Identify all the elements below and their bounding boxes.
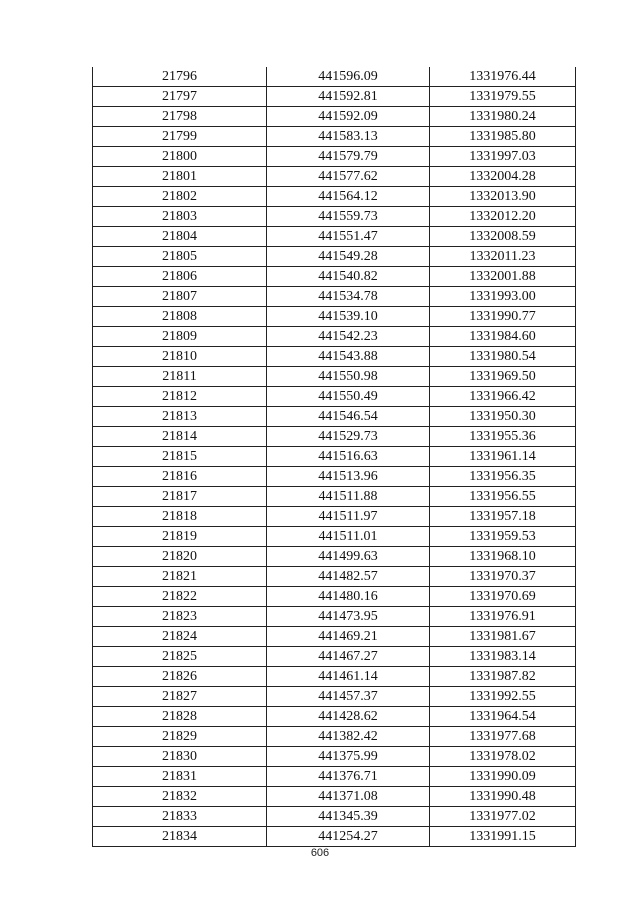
- table-row: [93, 467, 576, 487]
- table-row: [93, 427, 576, 447]
- x-coordinate-cell: 441513.96: [267, 467, 430, 487]
- table-row: [93, 207, 576, 227]
- x-coordinate-cell: 441511.97: [267, 507, 430, 527]
- y-coordinate-cell: 1331969.50: [430, 367, 576, 387]
- y-coordinate-cell: 1332012.20: [430, 207, 576, 227]
- table-row: [93, 487, 576, 507]
- table-row: [93, 707, 576, 727]
- table-row: [93, 127, 576, 147]
- x-coordinate-cell: 441480.16: [267, 587, 430, 607]
- table-row: [93, 727, 576, 747]
- y-coordinate-cell: 1331993.00: [430, 287, 576, 307]
- x-coordinate-cell: 441550.98: [267, 367, 430, 387]
- y-coordinate-cell: 1331980.24: [430, 107, 576, 127]
- table-row: [93, 747, 576, 767]
- x-coordinate-cell: 441499.63: [267, 547, 430, 567]
- table-row: [93, 367, 576, 387]
- x-coordinate-cell: 441511.88: [267, 487, 430, 507]
- x-coordinate-cell: 441543.88: [267, 347, 430, 367]
- x-coordinate-cell: 441559.73: [267, 207, 430, 227]
- x-coordinate-cell: 441371.08: [267, 787, 430, 807]
- point-id-cell: 21803: [93, 207, 267, 227]
- point-id-cell: 21823: [93, 607, 267, 627]
- x-coordinate-cell: 441457.37: [267, 687, 430, 707]
- x-coordinate-cell: 441511.01: [267, 527, 430, 547]
- point-id-cell: 21826: [93, 667, 267, 687]
- y-coordinate-cell: 1331970.37: [430, 567, 576, 587]
- y-coordinate-cell: 1331959.53: [430, 527, 576, 547]
- point-id-cell: 21799: [93, 127, 267, 147]
- point-id-cell: 21817: [93, 487, 267, 507]
- point-id-cell: 21808: [93, 307, 267, 327]
- y-coordinate-cell: 1331950.30: [430, 407, 576, 427]
- table-row: [93, 347, 576, 367]
- point-id-cell: 21810: [93, 347, 267, 367]
- point-id-cell: 21801: [93, 167, 267, 187]
- x-coordinate-cell: 441375.99: [267, 747, 430, 767]
- x-coordinate-cell: 441461.14: [267, 667, 430, 687]
- point-id-cell: 21834: [93, 827, 267, 847]
- x-coordinate-cell: 441540.82: [267, 267, 430, 287]
- point-id-cell: 21796: [93, 67, 267, 87]
- y-coordinate-cell: 1331968.10: [430, 547, 576, 567]
- table-row: [93, 507, 576, 527]
- x-coordinate-cell: 441482.57: [267, 567, 430, 587]
- table-row: [93, 607, 576, 627]
- point-id-cell: 21804: [93, 227, 267, 247]
- y-coordinate-cell: 1331990.48: [430, 787, 576, 807]
- coordinate-table: [92, 67, 576, 847]
- table-row: [93, 667, 576, 687]
- y-coordinate-cell: 1331956.35: [430, 467, 576, 487]
- table-row: [93, 227, 576, 247]
- point-id-cell: 21805: [93, 247, 267, 267]
- x-coordinate-cell: 441382.42: [267, 727, 430, 747]
- y-coordinate-cell: 1331964.54: [430, 707, 576, 727]
- table-row: [93, 687, 576, 707]
- point-id-cell: 21821: [93, 567, 267, 587]
- y-coordinate-cell: 1331990.09: [430, 767, 576, 787]
- x-coordinate-cell: 441345.39: [267, 807, 430, 827]
- y-coordinate-cell: 1332011.23: [430, 247, 576, 267]
- y-coordinate-cell: 1331966.42: [430, 387, 576, 407]
- point-id-cell: 21800: [93, 147, 267, 167]
- table-row: [93, 527, 576, 547]
- x-coordinate-cell: 441469.21: [267, 627, 430, 647]
- point-id-cell: 21822: [93, 587, 267, 607]
- y-coordinate-cell: 1331980.54: [430, 347, 576, 367]
- x-coordinate-cell: 441539.10: [267, 307, 430, 327]
- table-row: [93, 267, 576, 287]
- table-row: [93, 87, 576, 107]
- y-coordinate-cell: 1331977.02: [430, 807, 576, 827]
- y-coordinate-cell: 1331984.60: [430, 327, 576, 347]
- point-id-cell: 21813: [93, 407, 267, 427]
- x-coordinate-cell: 441546.54: [267, 407, 430, 427]
- y-coordinate-cell: 1331987.82: [430, 667, 576, 687]
- x-coordinate-cell: 441550.49: [267, 387, 430, 407]
- page-number: 606: [310, 847, 330, 859]
- y-coordinate-cell: 1331977.68: [430, 727, 576, 747]
- point-id-cell: 21827: [93, 687, 267, 707]
- point-id-cell: 21830: [93, 747, 267, 767]
- table-row: [93, 107, 576, 127]
- table-row: [93, 807, 576, 827]
- point-id-cell: 21797: [93, 87, 267, 107]
- coordinate-table-body: [93, 67, 576, 847]
- point-id-cell: 21820: [93, 547, 267, 567]
- table-row: [93, 827, 576, 847]
- table-row: [93, 407, 576, 427]
- point-id-cell: 21811: [93, 367, 267, 387]
- x-coordinate-cell: 441428.62: [267, 707, 430, 727]
- x-coordinate-cell: 441596.09: [267, 67, 430, 87]
- point-id-cell: 21812: [93, 387, 267, 407]
- point-id-cell: 21832: [93, 787, 267, 807]
- x-coordinate-cell: 441254.27: [267, 827, 430, 847]
- point-id-cell: 21814: [93, 427, 267, 447]
- y-coordinate-cell: 1331997.03: [430, 147, 576, 167]
- y-coordinate-cell: 1331979.55: [430, 87, 576, 107]
- point-id-cell: 21825: [93, 647, 267, 667]
- point-id-cell: 21806: [93, 267, 267, 287]
- x-coordinate-cell: 441542.23: [267, 327, 430, 347]
- x-coordinate-cell: 441592.09: [267, 107, 430, 127]
- table-row: [93, 387, 576, 407]
- y-coordinate-cell: 1332008.59: [430, 227, 576, 247]
- y-coordinate-cell: 1331957.18: [430, 507, 576, 527]
- y-coordinate-cell: 1332001.88: [430, 267, 576, 287]
- y-coordinate-cell: 1331981.67: [430, 627, 576, 647]
- point-id-cell: 21809: [93, 327, 267, 347]
- point-id-cell: 21829: [93, 727, 267, 747]
- table-row: [93, 247, 576, 267]
- table-row: [93, 147, 576, 167]
- y-coordinate-cell: 1331991.15: [430, 827, 576, 847]
- point-id-cell: 21802: [93, 187, 267, 207]
- x-coordinate-cell: 441534.78: [267, 287, 430, 307]
- y-coordinate-cell: 1331956.55: [430, 487, 576, 507]
- y-coordinate-cell: 1331955.36: [430, 427, 576, 447]
- table-row: [93, 187, 576, 207]
- table-row: [93, 287, 576, 307]
- x-coordinate-cell: 441473.95: [267, 607, 430, 627]
- x-coordinate-cell: 441551.47: [267, 227, 430, 247]
- y-coordinate-cell: 1331976.44: [430, 67, 576, 87]
- y-coordinate-cell: 1331992.55: [430, 687, 576, 707]
- y-coordinate-cell: 1331978.02: [430, 747, 576, 767]
- x-coordinate-cell: 441564.12: [267, 187, 430, 207]
- point-id-cell: 21807: [93, 287, 267, 307]
- table-row: [93, 447, 576, 467]
- point-id-cell: 21828: [93, 707, 267, 727]
- y-coordinate-cell: 1331985.80: [430, 127, 576, 147]
- x-coordinate-cell: 441549.28: [267, 247, 430, 267]
- table-row: [93, 587, 576, 607]
- point-id-cell: 21833: [93, 807, 267, 827]
- x-coordinate-cell: 441529.73: [267, 427, 430, 447]
- y-coordinate-cell: 1331990.77: [430, 307, 576, 327]
- table-row: [93, 647, 576, 667]
- x-coordinate-cell: 441516.63: [267, 447, 430, 467]
- table-row: [93, 327, 576, 347]
- y-coordinate-cell: 1332013.90: [430, 187, 576, 207]
- point-id-cell: 21818: [93, 507, 267, 527]
- table-row: [93, 627, 576, 647]
- x-coordinate-cell: 441467.27: [267, 647, 430, 667]
- x-coordinate-cell: 441577.62: [267, 167, 430, 187]
- y-coordinate-cell: 1331983.14: [430, 647, 576, 667]
- y-coordinate-cell: 1331976.91: [430, 607, 576, 627]
- point-id-cell: 21824: [93, 627, 267, 647]
- point-id-cell: 21798: [93, 107, 267, 127]
- table-row: [93, 67, 576, 87]
- point-id-cell: 21819: [93, 527, 267, 547]
- x-coordinate-cell: 441592.81: [267, 87, 430, 107]
- x-coordinate-cell: 441376.71: [267, 767, 430, 787]
- point-id-cell: 21815: [93, 447, 267, 467]
- table-row: [93, 167, 576, 187]
- point-id-cell: 21816: [93, 467, 267, 487]
- y-coordinate-cell: 1331970.69: [430, 587, 576, 607]
- x-coordinate-cell: 441579.79: [267, 147, 430, 167]
- table-row: [93, 767, 576, 787]
- table-row: [93, 307, 576, 327]
- y-coordinate-cell: 1331961.14: [430, 447, 576, 467]
- table-row: [93, 567, 576, 587]
- point-id-cell: 21831: [93, 767, 267, 787]
- table-row: [93, 787, 576, 807]
- y-coordinate-cell: 1332004.28: [430, 167, 576, 187]
- x-coordinate-cell: 441583.13: [267, 127, 430, 147]
- table-row: [93, 547, 576, 567]
